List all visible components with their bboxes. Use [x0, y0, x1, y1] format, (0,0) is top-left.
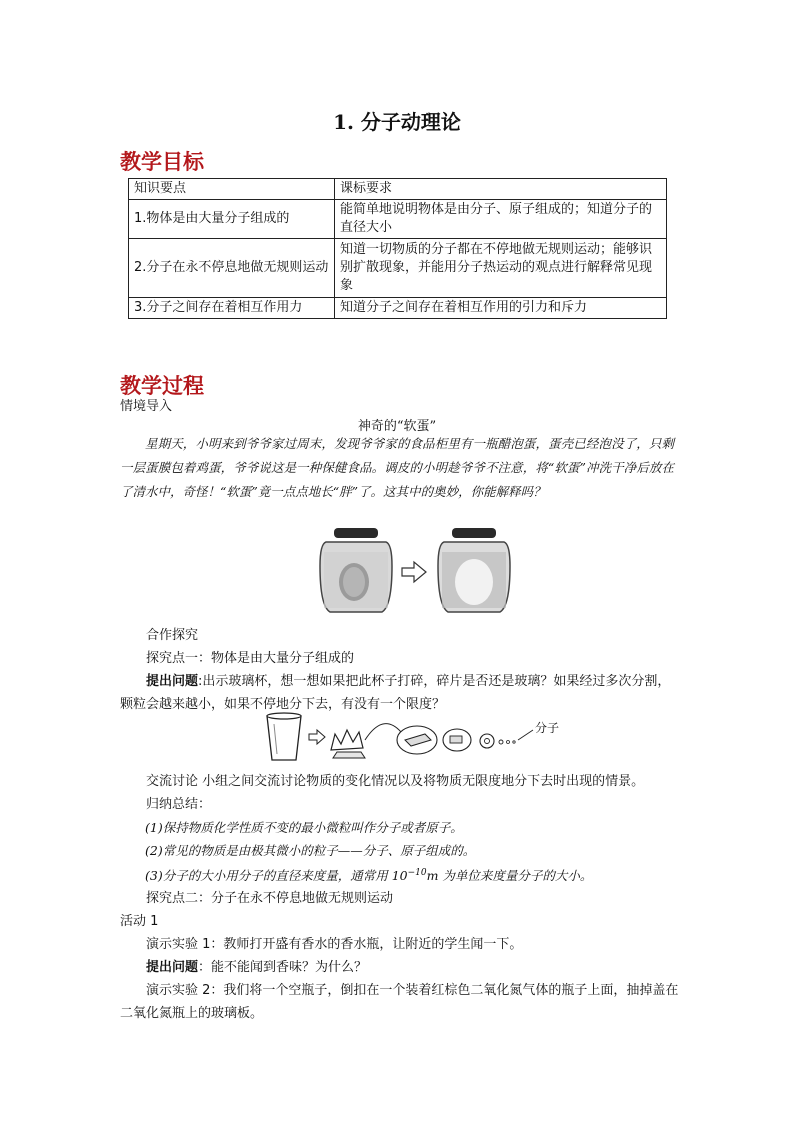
intro-label: 情境导入 [120, 399, 173, 414]
summary-item: (1)保持物质化学性质不变的最小微粒叫作分子或者原子。 [145, 820, 463, 835]
table-cell: 2.分子在永不停息地做无规则运动 [129, 239, 335, 298]
goals-heading: 教学目标 [120, 149, 204, 174]
summary-item [120, 862, 680, 887]
table-cell: 知道分子之间存在着相互作用的引力和斥力 [335, 298, 667, 319]
page-title: 1. 分子动理论 [333, 110, 461, 134]
arrow-icon [402, 562, 426, 582]
glass-fragments-icon [397, 726, 437, 754]
discuss-paragraph: 交流讨论 小组之间交流讨论物质的变化情况以及将物质无限度地分下去时出现的情景。 [146, 774, 645, 789]
process-heading: 教学过程 [120, 373, 204, 398]
molecule-label: 分子 [535, 721, 560, 735]
summary3-exponent: −10 [407, 868, 427, 878]
jar-after [438, 528, 510, 612]
particle-icon [480, 730, 533, 748]
summary-item: (2)常见的物质是由极其微小的粒子——分子、原子组成的。 [145, 843, 476, 858]
summary3-base: 10 [391, 868, 408, 884]
glass-cup-icon [267, 713, 301, 760]
story-paragraph: 星期天，小明来到爷爷家过周末，发现爷爷家的食品柜里有一瓶醋泡蛋，蛋壳已经泡没了，只剩一层蛋膜包着鸡蛋，爷爷说这是一种保健食品。调皮的小明趁爷爷不注意，将“软蛋”冲洗干净后放在了清水中，奇怪！“软蛋”竟一点点地长“胖”了。这其中的奥妙，你能解释吗？ [120, 436, 674, 499]
broken-glass-icon [331, 730, 365, 758]
point2-heading: 探究点二：分子在永不停息地做无规则运动 [146, 891, 394, 907]
table-header-cell: 知识要点 [129, 179, 335, 200]
glass-division-illustration [265, 710, 565, 766]
ask2-text: ：能不能闻到香味？为什么？ [198, 960, 368, 976]
table-cell: 1.物体是由大量分子组成的 [129, 200, 335, 239]
exploration-section [120, 624, 680, 716]
table-row [129, 298, 667, 319]
story-title: 神奇的“软蛋” [357, 419, 437, 434]
ask1-label: 提出问题 [146, 674, 199, 689]
jar-before [320, 528, 392, 612]
small-fragments-icon [443, 729, 471, 751]
table-cell: 3.分子之间存在着相互作用力 [129, 298, 335, 319]
discussion-section [120, 770, 680, 1025]
activity1-label: 活动 1 [120, 914, 159, 930]
summary3-text: (3)分子的大小用分子的直径来度量，通常用 [145, 868, 388, 884]
story-text [120, 432, 674, 504]
summary-label: 归纳总结： [146, 797, 212, 812]
table-row [129, 239, 667, 298]
table-header-row [129, 179, 667, 200]
ask2-paragraph [120, 956, 680, 979]
demo2-paragraph: 演示实验 2：我们将一个空瓶子，倒扣在一个装着红棕色二氧化氮气体的瓶子上面，抽掉盖在二氧化氮瓶上的玻璃板。 [120, 983, 679, 1022]
demo1-paragraph: 演示实验 1：教师打开盛有香水的香水瓶，让附近的学生闻一下。 [146, 937, 523, 953]
ask1-text: :出示玻璃杯，想一想如果把此杯子打碎，碎片是否还是玻璃？如果经过多次分割，颗粒会越来越小，如果不停地分下去，有没有一个限度？ [120, 674, 671, 712]
table-cell: 知道一切物质的分子都在不停地做无规则运动；能够识别扩散现象，并能用分子热运动的观点进行解释常见现象 [335, 239, 667, 298]
summary3-rest: m 为单位来度量分子的大小。 [426, 868, 593, 884]
table-row [129, 200, 667, 239]
ask2-label: 提出问题 [146, 960, 199, 976]
table-cell: 能简单地说明物体是由分子、原子组成的；知道分子的直径大小 [335, 200, 667, 239]
cooperative-label: 合作探究 [146, 628, 199, 643]
soft-egg-jars-illustration [318, 526, 518, 616]
goals-table [128, 178, 667, 319]
table-header-cell: 课标要求 [335, 179, 667, 200]
point1-heading: 探究点一：物体是由大量分子组成的 [146, 651, 355, 666]
